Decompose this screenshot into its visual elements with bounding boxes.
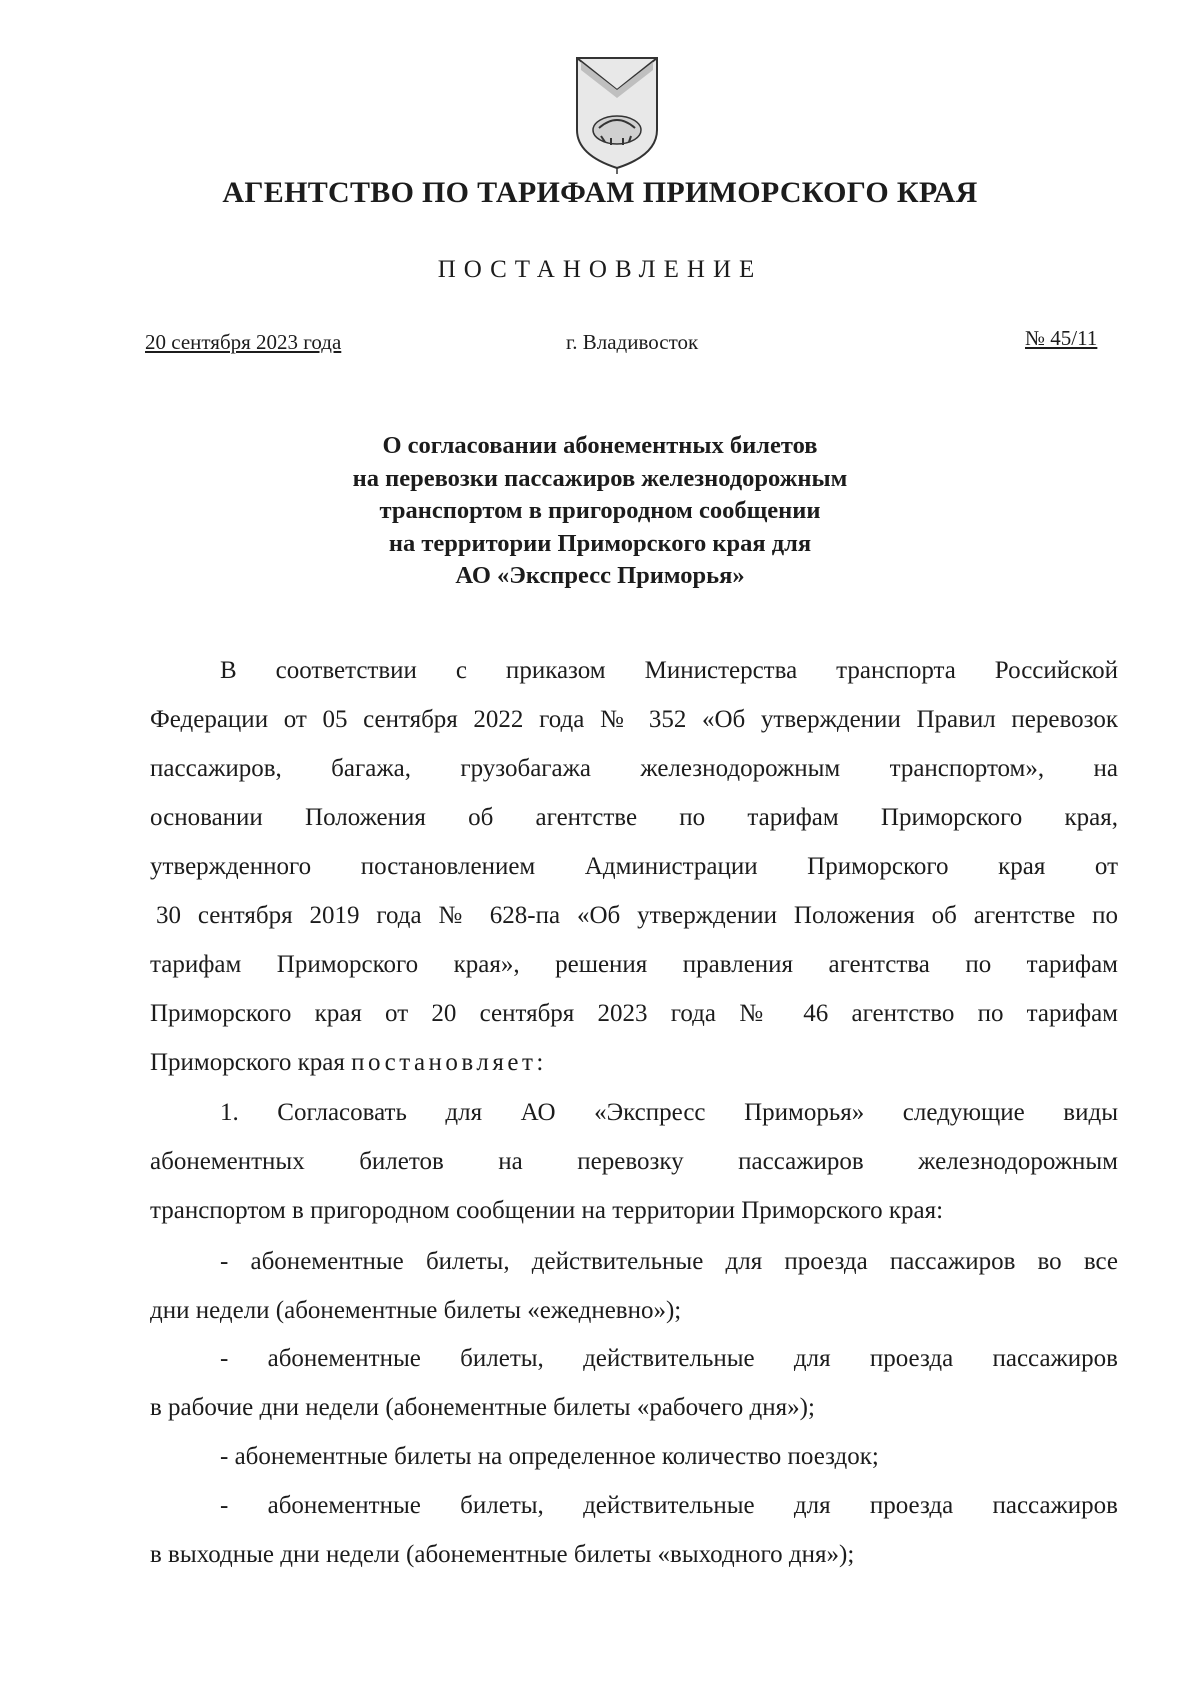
resolves-word: постановляет: <box>351 1049 547 1076</box>
body-line: 30 сентября 2019 года № 628-па «Об утверждении Положения об агентстве по <box>156 902 1118 929</box>
document-type: ПОСТАНОВЛЕНИЕ <box>437 256 763 283</box>
body-text: Приморского края <box>150 1049 345 1076</box>
subject-line: АО «Экспресс Приморья» <box>455 562 745 589</box>
document-number: № 45/11 <box>1025 326 1098 350</box>
subject-line: О согласовании абонементных билетов <box>382 432 818 459</box>
coat-of-arms-emblem <box>571 50 663 175</box>
bullet-line: - абонементные билеты, действительные для проезда пассажиров <box>220 1345 1118 1372</box>
bullet-line: - абонементные билеты на определенное количество поездок; <box>220 1443 879 1470</box>
body-line: основании Положения об агентстве по тарифам Приморского края, <box>150 804 1118 831</box>
bullet-line: в рабочие дни недели (абонементные билеты «рабочего дня»); <box>150 1394 815 1421</box>
document-date: 20 сентября 2023 года <box>145 330 342 354</box>
body-line: Приморского края от 20 сентября 2023 года № 46 агентство по тарифам <box>150 1000 1118 1027</box>
bullet-line: дни недели (абонементные билеты «ежедневно»); <box>150 1297 682 1324</box>
document-subject <box>250 430 950 593</box>
body-line: пассажиров, багажа, грузобагажа железнодорожным транспортом», на <box>150 755 1118 782</box>
subject-line: транспортом в пригородном сообщении <box>379 497 821 524</box>
bullet-line: - абонементные билеты, действительные для проезда пассажиров во все <box>220 1248 1118 1275</box>
document-city: г. Владивосток <box>566 330 699 354</box>
subject-line: на территории Приморского края для <box>388 529 812 557</box>
item-line: абонементных билетов на перевозку пассажиров железнодорожным <box>150 1148 1118 1175</box>
bullet-line: в выходные дни недели (абонементные билеты «выходного дня»); <box>150 1541 855 1568</box>
agency-title: АГЕНТСТВО ПО ТАРИФАМ ПРИМОРСКОГО КРАЯ <box>222 176 978 209</box>
subject-line: на перевозки пассажиров железнодорожным <box>352 464 848 492</box>
body-line <box>150 1049 547 1077</box>
body-line: В соответствии с приказом Министерства транспорта Российской <box>220 657 1118 684</box>
bullet-line: - абонементные билеты, действительные для проезда пассажиров <box>220 1492 1118 1519</box>
body-line: Федерации от 05 сентября 2022 года № 352 «Об утверждении Правил перевозок <box>150 706 1118 733</box>
item-line: 1. Согласовать для АО «Экспресс Приморья» следующие виды <box>220 1099 1118 1126</box>
item-line: транспортом в пригородном сообщении на территории Приморского края: <box>150 1197 944 1224</box>
body-line: тарифам Приморского края», решения правления агентства по тарифам <box>150 951 1118 978</box>
body-line: утвержденного постановлением Администрации Приморского края от <box>150 853 1118 880</box>
